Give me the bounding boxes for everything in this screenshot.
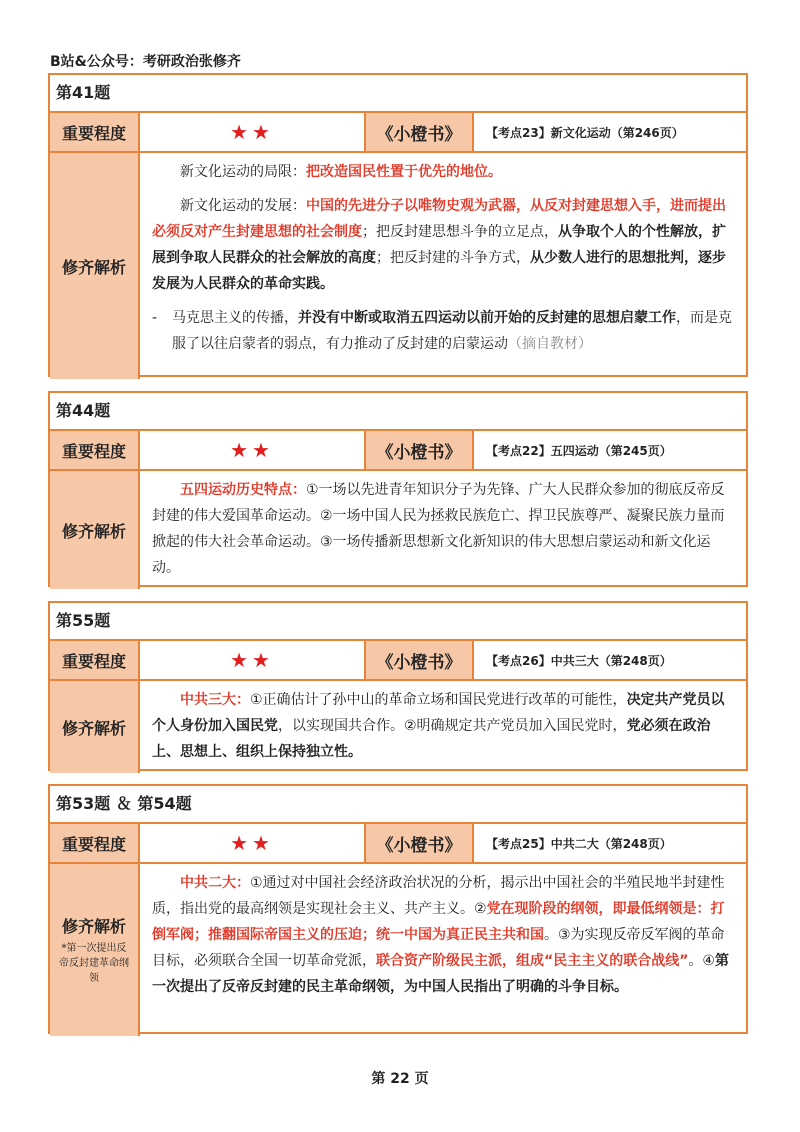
text: 。③为实现反帝反军阀的革命目标，必须联合全国一切革命党派， (152, 927, 725, 969)
text: ①通过对中国社会经济政治状况的分析，揭示出中国社会的半殖民地半封建性质，指出党的最高纲领是实现社会主义、共产主义。② (152, 875, 725, 917)
analysis-label (50, 153, 140, 379)
analysis-label-text: 修齐解析 (61, 521, 126, 541)
paragraph (152, 193, 738, 297)
question-card-55 (48, 601, 748, 771)
bold-text: 党必须在政治上、思想上、组织上保持独立性。 (152, 718, 711, 760)
book-title: 《小橙书》 (366, 824, 474, 862)
star-rating: ★★ (140, 824, 366, 862)
text: 。④ (688, 953, 715, 969)
book-title: 《小橙书》 (366, 641, 474, 679)
dash-icon: - (152, 310, 158, 326)
term: 新文化运动的局限： (180, 164, 306, 180)
text: ，以实现国共合作。②明确规定共产党员加入国民党时， (278, 718, 627, 734)
bold-text: 决定共产党员以个人身份加入国民党 (152, 692, 725, 734)
term: 新文化运动的发展： (180, 198, 306, 214)
analysis-row (50, 471, 746, 589)
card-title: 第53题 ＆ 第54题 (50, 786, 746, 824)
importance-label: 重要程度 (50, 641, 140, 679)
highlight: 党在现阶段的纲领，即最低纲领是：打倒军阀；推翻国际帝国主义的压迫；统一中国为真正民主共和国 (152, 901, 725, 943)
text: ；把反封建思想斗争的立足点， (362, 224, 558, 240)
text: ①一场以先进青年知识分子为先锋、广大人民群众参加的彻底反帝反封建的伟大爱国革命运动。②一场中国人民为拯救民族危亡、捍卫民族尊严、凝聚民族力量而掀起的伟大社会革命运动。③一场传播新思想新文化新知识的伟大思想启蒙运动和新文化运动。 (152, 482, 725, 576)
book-title: 《小橙书》 (366, 113, 474, 151)
bold-text: 从少数人进行的思想批判，逐步发展为人民群众的革命实践。 (152, 250, 726, 292)
importance-label: 重要程度 (50, 113, 140, 151)
star-rating: ★★ (140, 113, 366, 151)
importance-label: 重要程度 (50, 824, 140, 862)
source-note: （摘自教材） (508, 336, 592, 352)
analysis-content (140, 153, 746, 379)
question-card-44 (48, 391, 748, 587)
highlight: 中共三大： (180, 692, 250, 708)
kaodian-reference: 【考点26】中共三大（第248页） (486, 653, 672, 668)
text: ；把反封建的斗争方式， (376, 250, 530, 266)
analysis-label-text: 修齐解析 (61, 257, 126, 277)
bold-text: 从争取个人的个性解放，扩展到争取人民群众的社会解放的高度 (152, 224, 726, 266)
paragraph (152, 687, 738, 765)
card-title: 第55题 (50, 603, 746, 641)
analysis-content (140, 864, 746, 1036)
paragraph (152, 159, 738, 185)
analysis-content (140, 471, 746, 589)
importance-row (50, 641, 746, 681)
analysis-content (140, 681, 746, 773)
highlight: 中共二大： (180, 875, 250, 891)
importance-row (50, 824, 746, 864)
analysis-row (50, 864, 746, 1036)
highlight: 五四运动历史特点： (180, 482, 306, 498)
analysis-label (50, 471, 140, 589)
importance-label: 重要程度 (50, 431, 140, 469)
analysis-label (50, 864, 140, 1036)
paragraph (152, 477, 738, 581)
analysis-row (50, 681, 746, 773)
paragraph (152, 870, 738, 1000)
analysis-row (50, 153, 746, 379)
card-title: 第44题 (50, 393, 746, 431)
analysis-label-text: 修齐解析 (61, 917, 126, 936)
bullet-note (152, 305, 738, 357)
highlight: 中国的先进分子以唯物史观为武器，从反对封建思想入手，进而提出必须反对产生封建思想的社会制度 (152, 198, 726, 240)
bold-text: 并没有中断或取消五四运动以前开始的反封建的思想启蒙工作 (298, 310, 676, 326)
book-title: 《小橙书》 (366, 431, 474, 469)
text: ，而是克服了以往启蒙者的弱点，有力推动了反封建的启蒙运动 (172, 310, 732, 352)
importance-row (50, 431, 746, 471)
analysis-sublabel: *第一次提出反帝反封建革命纲领 (59, 943, 129, 984)
question-card-41 (48, 73, 748, 377)
analysis-label (50, 681, 140, 773)
question-card-53-54 (48, 784, 748, 1034)
text: ①正确估计了孙中山的革命立场和国民党进行改革的可能性， (250, 692, 627, 708)
highlight: 联合资产阶级民主派，组成“民主主义的联合战线” (376, 953, 689, 969)
importance-row (50, 113, 746, 153)
kaodian-reference: 【考点22】五四运动（第245页） (486, 443, 672, 458)
page-number: 第 22 页 (371, 1071, 429, 1087)
star-rating: ★★ (140, 431, 366, 469)
text: 马克思主义的传播， (172, 310, 298, 326)
bold-text: 第一次提出了反帝反封建的民主革命纲领，为中国人民指出了明确的斗争目标。 (152, 953, 729, 995)
analysis-label-text: 修齐解析 (61, 718, 126, 738)
highlight: 把改造国民性置于优先的地位。 (306, 164, 502, 180)
page-header: B站&公众号：考研政治张修齐 (50, 54, 241, 70)
star-rating: ★★ (140, 641, 366, 679)
kaodian-reference: 【考点25】中共二大（第248页） (486, 836, 672, 851)
kaodian-reference: 【考点23】新文化运动（第246页） (486, 125, 684, 140)
card-title: 第41题 (50, 75, 746, 113)
